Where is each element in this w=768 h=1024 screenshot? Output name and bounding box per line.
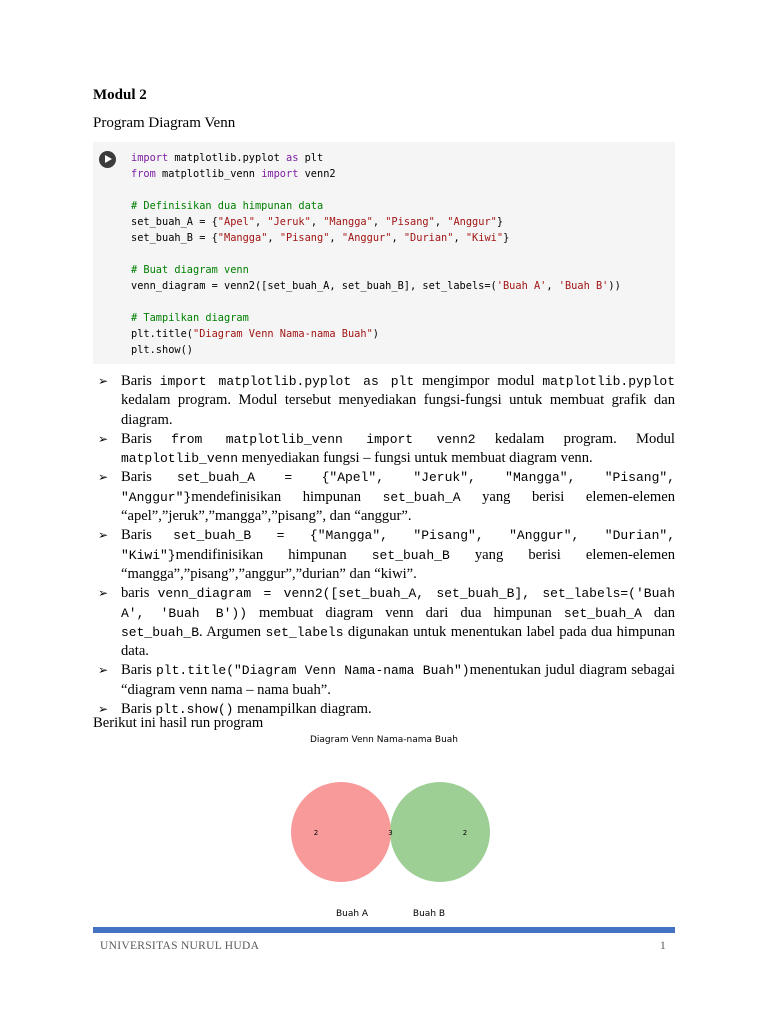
code-line xyxy=(131,294,621,310)
set-b-circle xyxy=(390,782,490,882)
page-number: 1 xyxy=(660,940,666,952)
list-item: ➢ Baris plt.title("Diagram Venn Nama-nama Buah")menentukan judul diagram sebagai “diagram venn nama – nama buah”. xyxy=(98,661,675,700)
code-line: plt.title("Diagram Venn Nama-nama Buah") xyxy=(131,328,379,340)
code-line: plt.show() xyxy=(131,344,193,356)
region-label-a-only: 2 xyxy=(313,829,319,837)
list-item: ➢ Baris from matplotlib_venn import venn2 kedalam program. Modul matplotlib_venn menyediakan fungsi – fungsi untuk membuat diagram venn. xyxy=(98,430,675,469)
program-title: Program Diagram Venn xyxy=(93,115,236,131)
list-item: ➢ baris venn_diagram = venn2([set_buah_A, set_buah_B], set_labels=('Buah A', 'Buah B')) membuat diagram venn dari dua himpunan set_buah_A dan set_buah_B. Argumen set_labels digunakan untuk menentukan label pada dua himpunan data. xyxy=(98,584,675,661)
code-line: set_buah_B = {"Mangga", "Pisang", "Anggur", "Durian", "Kiwi"} xyxy=(131,232,510,244)
venn-diagram xyxy=(280,750,500,925)
set-label-b: Buah B xyxy=(412,909,446,919)
list-item: ➢ Baris plt.show() menampilkan diagram. xyxy=(98,700,675,719)
module-heading: Modul 2 xyxy=(93,87,147,103)
result-intro: Berikut ini hasil run program xyxy=(93,715,264,731)
code-line: import matplotlib.pyplot as plt xyxy=(131,152,324,164)
list-item: ➢ Baris set_buah_B = {"Mangga", "Pisang", "Anggur", "Durian", "Kiwi"}mendifinisikan himpunan set_buah_B yang berisi elemen-elemen “mangga”,”pisang”,”anggur”,”durian” dan “kiwi”. xyxy=(98,526,675,584)
code-line: # Tampilkan diagram xyxy=(131,312,249,324)
region-label-b-only: 2 xyxy=(462,829,468,837)
region-label-overlap: 3 xyxy=(388,829,393,837)
code-block xyxy=(131,150,621,358)
footer-divider xyxy=(93,927,675,933)
set-label-a: Buah A xyxy=(335,909,369,919)
code-line: venn_diagram = venn2([set_buah_A, set_buah_B], set_labels=('Buah A', 'Buah B')) xyxy=(131,280,621,292)
chart-title: Diagram Venn Nama-nama Buah xyxy=(309,735,458,745)
code-line: set_buah_A = {"Apel", "Jeruk", "Mangga", "Pisang", "Anggur"} xyxy=(131,216,504,228)
code-cell[interactable] xyxy=(93,142,675,364)
code-line: from matplotlib_venn import venn2 xyxy=(131,168,336,180)
play-icon[interactable] xyxy=(99,151,116,168)
code-line xyxy=(131,182,621,198)
code-line: # Definisikan dua himpunan data xyxy=(131,200,324,212)
code-line xyxy=(131,246,621,262)
set-a-circle xyxy=(291,782,391,882)
explanation-list xyxy=(98,372,675,719)
footer-university: UNIVERSITAS NURUL HUDA xyxy=(100,940,260,952)
code-line: # Buat diagram venn xyxy=(131,264,249,276)
list-item: ➢ Baris set_buah_A = {"Apel", "Jeruk", "Mangga", "Pisang", "Anggur"}mendefinisikan himpunan set_buah_A yang berisi elemen-elemen “apel”,”jeruk”,”mangga”,”pisang”, dan “anggur”. xyxy=(98,468,675,526)
list-item: ➢ Baris import matplotlib.pyplot as plt mengimpor modul matplotlib.pyplot kedalam program. Modul tersebut menyediakan fungsi-fungsi untuk membuat grafik dan diagram. xyxy=(98,372,675,430)
